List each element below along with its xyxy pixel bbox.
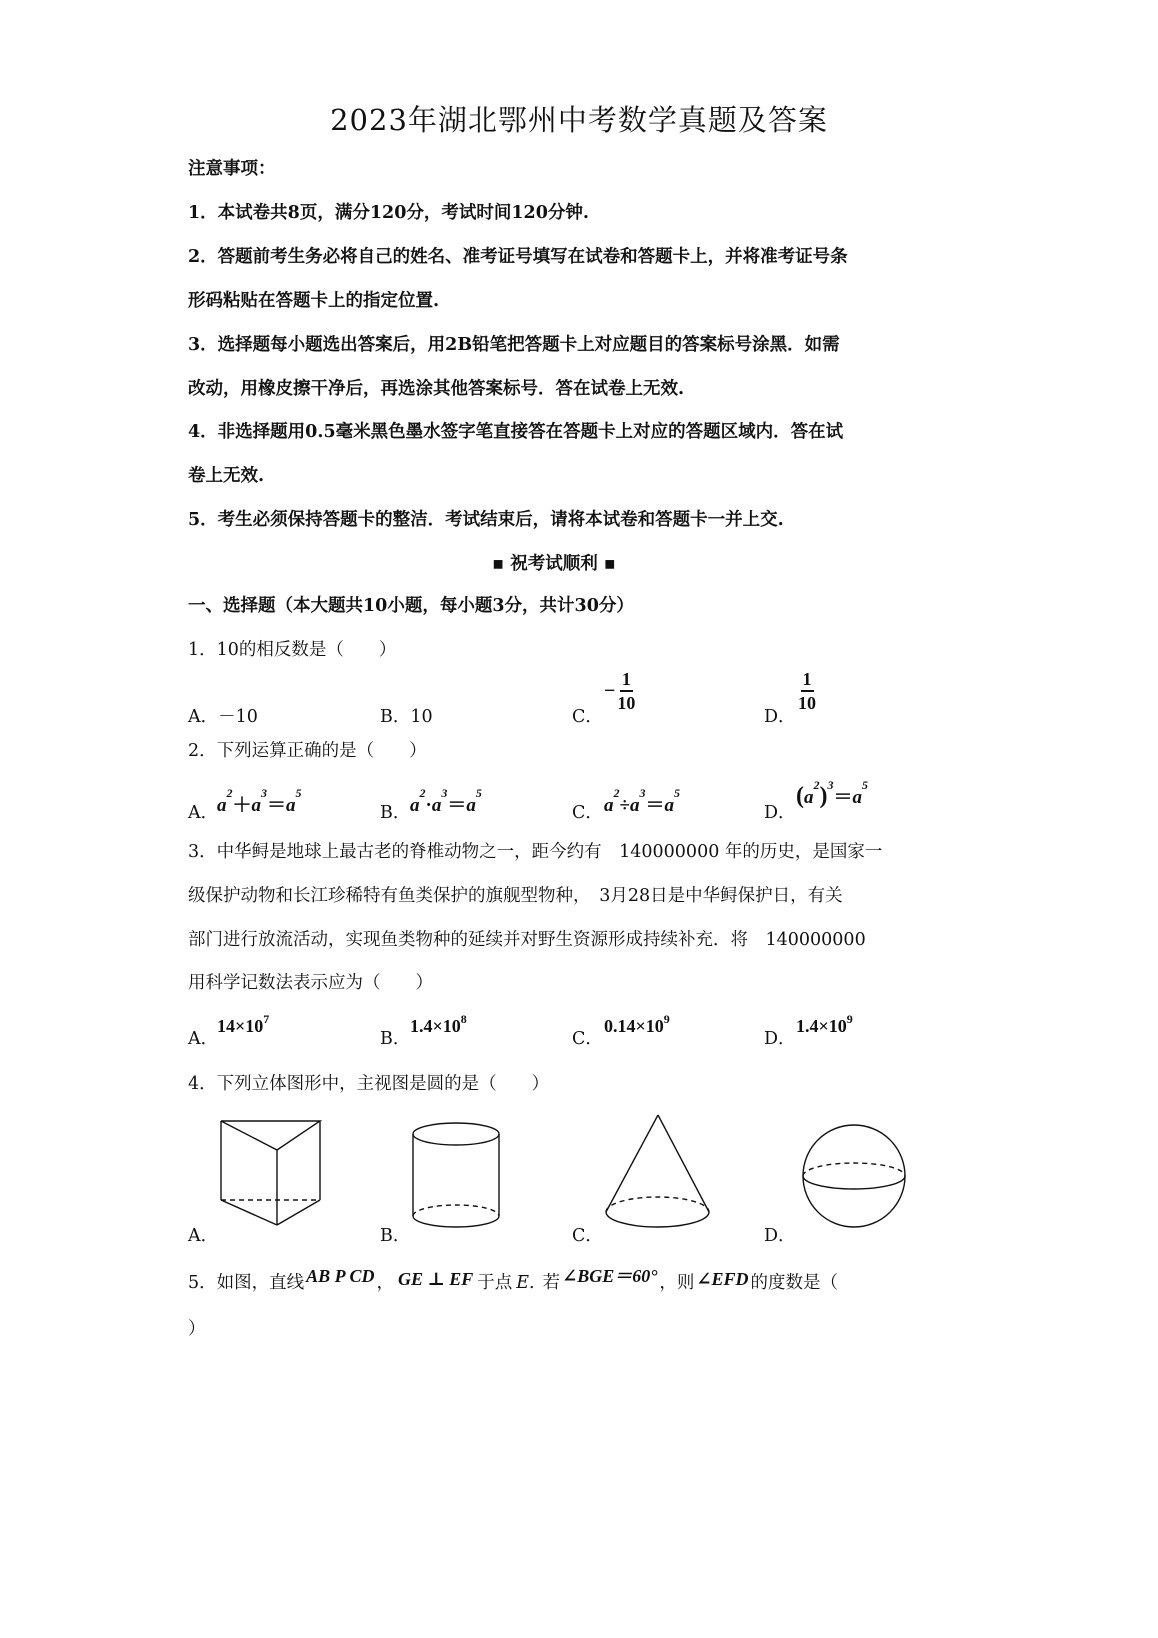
option-label: A． xyxy=(188,707,219,727)
q4-option-d-label: D． xyxy=(764,1226,796,1246)
q3-option-c-value: $0.14\times 10^9$ xyxy=(604,1012,670,1036)
question-5-close: ） xyxy=(188,1319,206,1339)
q2-option-b-expr: $a^2\cdot a^3=a^5$ xyxy=(410,786,482,816)
notice-item: 3．选择题每小题选出答案后，用2B铅笔把答题卡上对应题目的答案标号涂黑．如需 xyxy=(188,335,840,355)
q3-option-d-label: D． xyxy=(764,1029,796,1049)
triangular-prism-figure xyxy=(215,1115,325,1230)
denominator: 10 xyxy=(617,693,636,713)
q3-option-a-value: $14\times 10^7$ xyxy=(217,1012,270,1036)
q1-option-a xyxy=(188,703,258,728)
notice-item: 4．非选择题用0.5毫米黑色墨水签字笔直接答在答题卡上对应的答题区域内．答在试 xyxy=(188,422,844,442)
q2-option-a-label: A． xyxy=(188,803,219,823)
fraction xyxy=(617,668,635,714)
fraction xyxy=(798,668,816,714)
option-text: 10 xyxy=(410,707,433,727)
notice-item: 形码粘贴在答题卡上的指定位置. xyxy=(188,291,440,311)
notice-item: 卷上无效. xyxy=(188,466,265,486)
sphere-figure xyxy=(800,1122,910,1232)
q1-option-d-label: D． xyxy=(764,707,796,727)
question-3-line: 部门进行放流活动，实现鱼类物种的延续并对野生资源形成持续补充．将 140000000 xyxy=(188,930,866,950)
cylinder-figure xyxy=(410,1120,505,1240)
option-label: B． xyxy=(380,707,411,727)
q3-option-b-value: $1.4\times 10^8$ xyxy=(410,1012,467,1036)
q1-option-c-label: C． xyxy=(572,707,603,727)
q3-option-a-label: A． xyxy=(188,1029,219,1049)
cone-figure xyxy=(602,1112,714,1237)
numerator: 1 xyxy=(801,668,814,692)
q3-option-c-label: C． xyxy=(572,1029,603,1049)
notice-item: 改动，用橡皮擦干净后，再选涂其他答案标号．答在试卷上无效. xyxy=(188,379,685,399)
q3-option-b-label: B． xyxy=(380,1029,411,1049)
denominator: 10 xyxy=(798,693,816,713)
question-3-line: 用科学记数法表示应为（ ） xyxy=(188,973,433,993)
q1-option-b xyxy=(380,703,433,728)
page-title: 2023年湖北鄂州中考数学真题及答案 xyxy=(330,103,828,137)
section-heading: 一、选择题（本大题共10小题，每小题3分，共计30分） xyxy=(188,596,634,616)
wish-line: ▪ 祝考试顺利 ▪ xyxy=(492,554,616,574)
notice-item: 2．答题前考生务必将自己的姓名、准考证号填写在试卷和答题卡上，并将准考证号条 xyxy=(188,247,848,267)
numerator: 1 xyxy=(620,668,633,692)
q1-option-c-value xyxy=(604,668,635,714)
q2-option-b-label: B． xyxy=(380,803,411,823)
q2-option-d-expr: $(a^2)^3=a^5$ xyxy=(796,778,869,809)
question-5-stem: 5．如图，直线 AB P CD ， GE ⊥ EF 于点 E. 若 ∠BGE＝60° ，则 ∠EFD 的度数是（ xyxy=(188,1266,839,1293)
notice-heading: 注意事项： xyxy=(188,159,276,179)
question-1-stem: 1．10的相反数是（ ） xyxy=(188,640,397,660)
minus-sign: − xyxy=(604,679,616,702)
q1-option-d-value xyxy=(798,668,816,714)
q2-option-c-label: C． xyxy=(572,803,603,823)
question-3-line: 级保护动物和长江珍稀特有鱼类保护的旗舰型物种， 3月28日是中华鲟保护日，有关 xyxy=(188,886,843,906)
q4-option-a-label: A． xyxy=(188,1226,219,1246)
question-3-line: 3．中华鲟是地球上最古老的脊椎动物之一，距今约有 140000000 年的历史，是国家一 xyxy=(188,842,883,862)
notice-item: 1．本试卷共8页，满分120分，考试时间120分钟. xyxy=(188,203,590,223)
q2-option-c-expr: $a^2\div a^3=a^5$ xyxy=(604,786,680,816)
question-2-stem: 2．下列运算正确的是（ ） xyxy=(188,741,427,761)
question-4-stem: 4．下列立体图形中，主视图是圆的是（ ） xyxy=(188,1074,550,1094)
q2-option-a-expr: $a^2+a^3=a^5$ xyxy=(217,786,302,816)
q4-option-c-label: C． xyxy=(572,1226,603,1246)
option-text: －10 xyxy=(218,707,258,727)
q2-option-d-label: D． xyxy=(764,803,796,823)
q3-option-d-value: $1.4\times 10^9$ xyxy=(796,1012,853,1036)
q4-option-b-label: B． xyxy=(380,1226,411,1246)
notice-item: 5．考生必须保持答题卡的整洁．考试结束后，请将本试卷和答题卡一并上交. xyxy=(188,510,784,530)
